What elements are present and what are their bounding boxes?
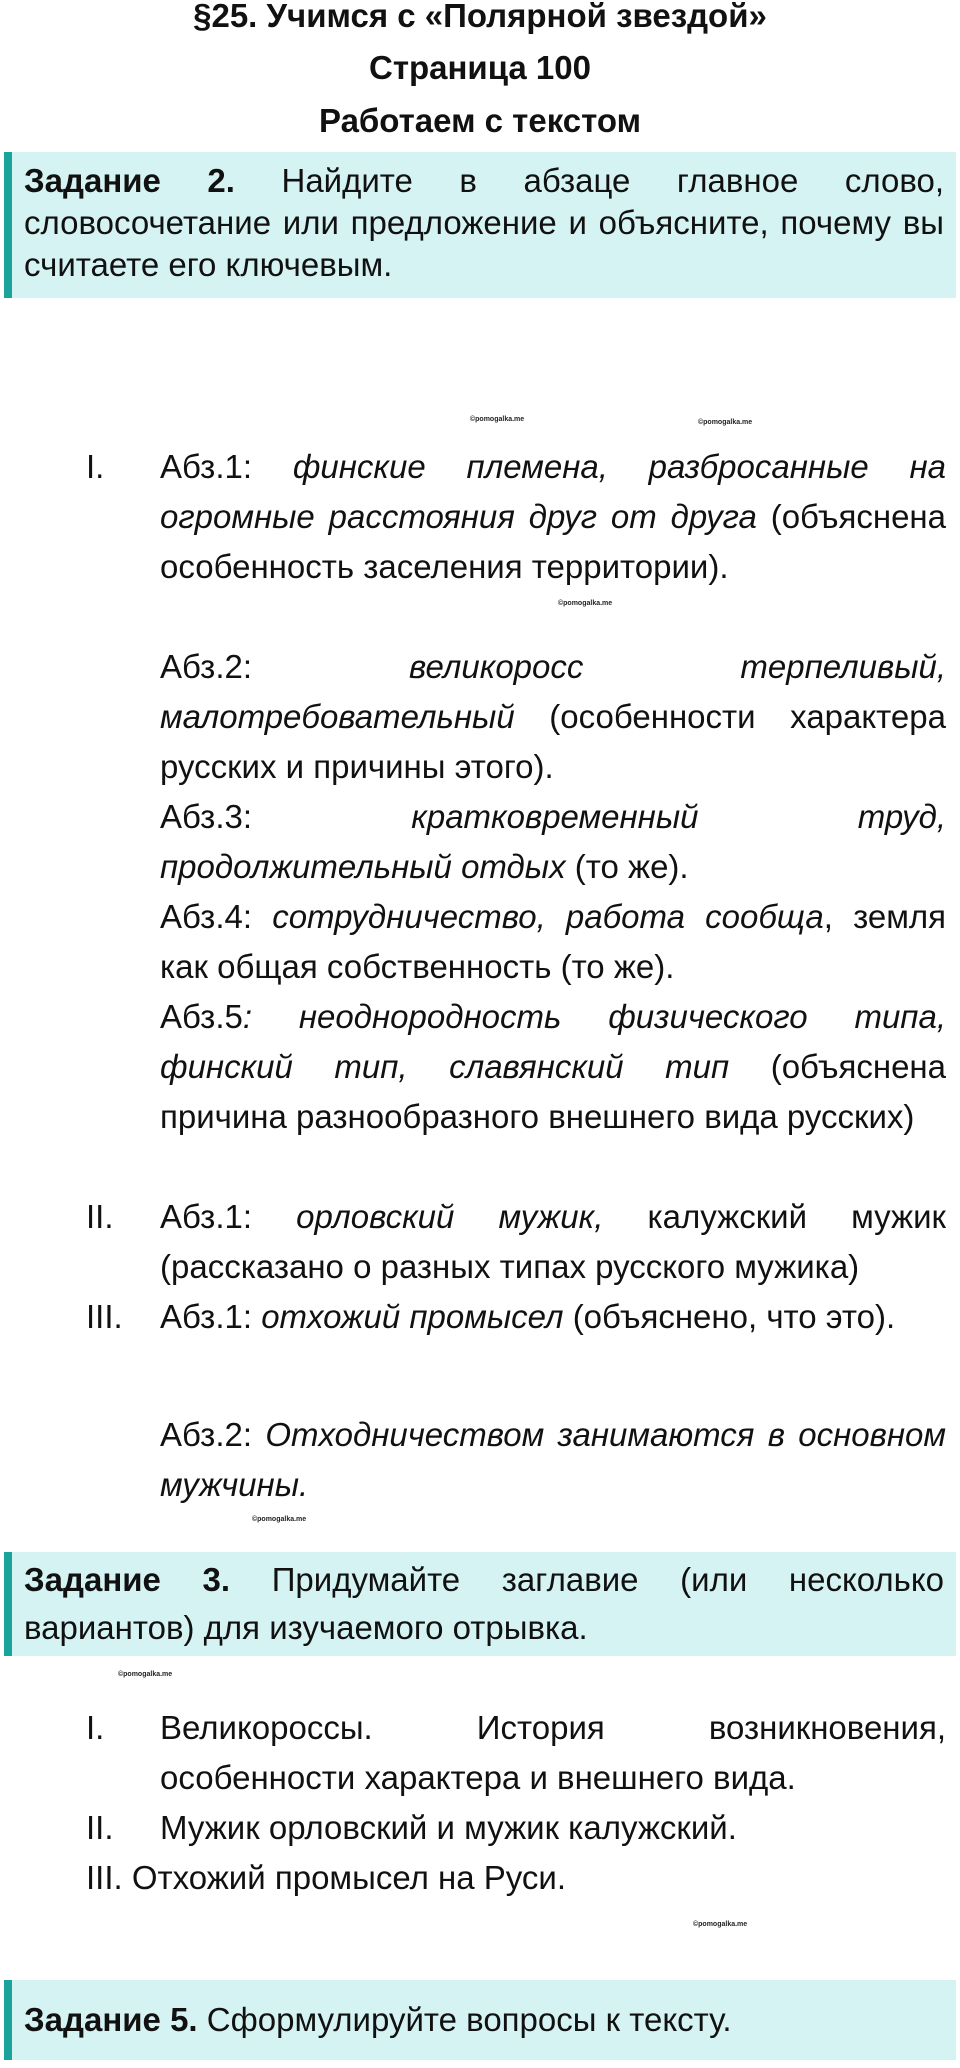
task-2-label: Задание 2. [24,162,235,199]
watermark: ©pomogalka.me [252,1516,307,1523]
list-numeral: III. [86,1298,123,1335]
task-3-text: Придумайте заглавие (или несколько вариантов) для изучаемого отрывка. [24,1561,945,1646]
list-item: III. Отхожий промысел на Руси. [86,1859,566,1896]
task-5-text: Сформулируйте вопросы к тексту. [206,2001,732,2038]
chapter-title: §25. Учимся с «Полярной звездой» [193,0,767,34]
task-3-label: Задание 3. [24,1561,231,1598]
list-item: Абз.2: Отходничеством занимаются в основном мужчины. [160,1416,946,1503]
task-5-box [4,1980,956,2060]
list-numeral: II. [86,1809,114,1846]
list-item: Абз.4: сотрудничество, работа сообща, земля как общая собственность (то же). [160,898,947,985]
watermark: ©pomogalka.me [558,600,613,607]
task-5-label: Задание 5. [24,2001,198,2038]
list-item: Абз.2: великоросс терпеливый, малотребовательный (особенности характера русских и причины этого). [160,648,947,785]
watermark: ©pomogalka.me [470,416,525,423]
list-item: Абз.3: кратковременный труд, продолжительный отдых (то же). [160,798,946,885]
list-item: Великороссы. История возникновения, особенности характера и внешнего вида. [160,1709,946,1796]
watermark: ©pomogalka.me [693,1921,748,1928]
list-item: Абз.1: орловский мужик, калужский мужик (рассказано о разных типах русского мужика) [160,1198,946,1285]
watermark: ©pomogalka.me [118,1671,173,1678]
list-numeral: II. [86,1198,114,1235]
list-item: Абз.1: финские племена, разбросанные на огромные расстояния друг от друга (объяснена особенность заселения территории). [160,448,947,585]
task-3-box [4,1552,956,1656]
list-item: Мужик орловский и мужик калужский. [160,1809,737,1846]
page-number-heading: Страница 100 [369,49,591,86]
section-heading: Работаем с текстом [319,102,641,139]
list-item: Абз.1: отхожий промысел (объяснено, что это). [160,1298,896,1335]
watermark: ©pomogalka.me [698,419,753,426]
list-numeral: I. [86,448,105,485]
list-item: Абз.5: неоднородность физического типа, финский тип, славянский тип (объяснена причина разнообразного внешнего вида русских) [160,998,946,1135]
task-2-text: Найдите в абзаце главное слово, словосочетание или предложение и объясните, почему вы считаете его ключевым. [24,162,945,283]
list-numeral: I. [86,1709,105,1746]
task-2-box [4,152,956,298]
